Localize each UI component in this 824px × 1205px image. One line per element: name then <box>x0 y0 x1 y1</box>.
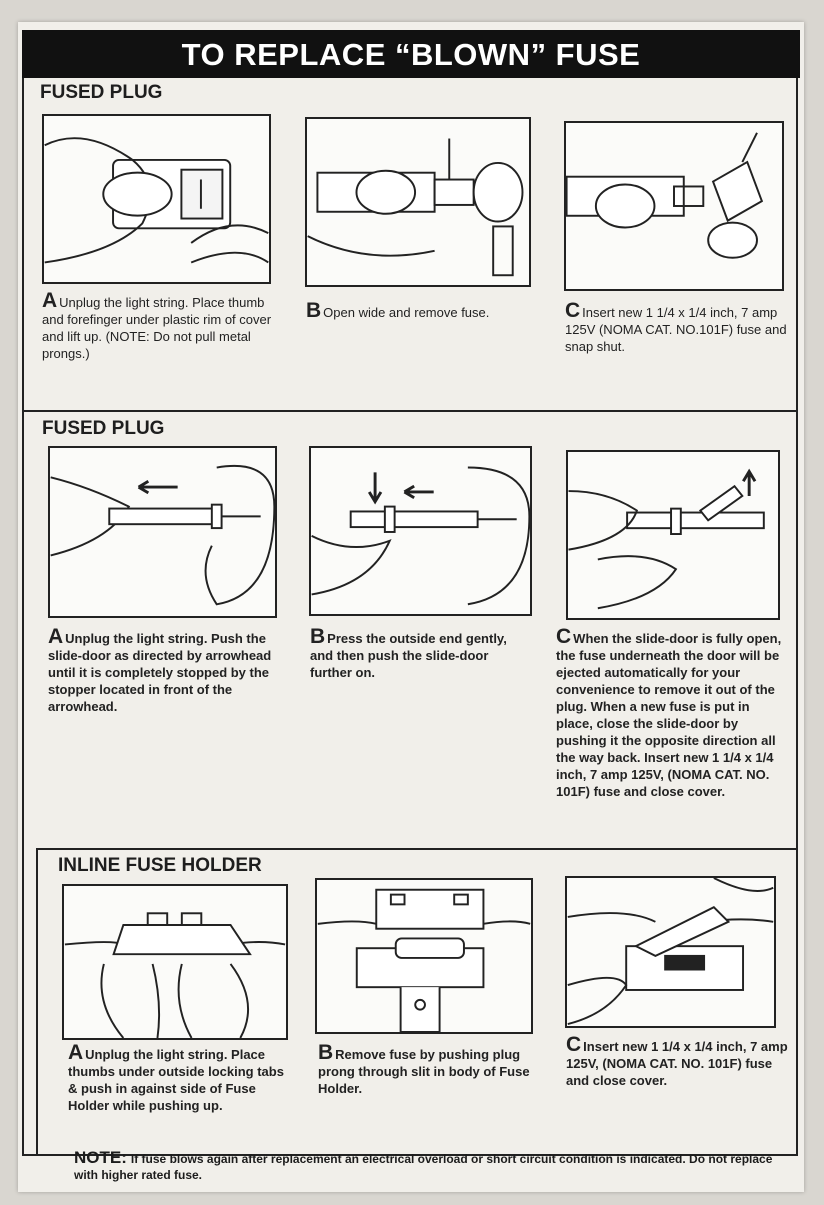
illustration-inserting-new-fuse <box>564 121 784 291</box>
step-letter: B <box>306 299 322 322</box>
illustration-prong-through-slit <box>315 878 533 1034</box>
step-text: Press the outside end gently, and then push the slide-door further on. <box>310 631 507 680</box>
step-caption-1a <box>42 289 282 362</box>
section-heading-fused-plug-1: FUSED PLUG <box>40 82 163 103</box>
illustration-pressing-outside-end <box>309 446 532 616</box>
step-letter: A <box>42 289 58 312</box>
section-divider <box>22 410 798 412</box>
step-text: Insert new 1 1/4 x 1/4 inch, 7 amp 125V (NOMA CAT. NO.101F) fuse and snap shut. <box>565 305 787 354</box>
step-caption-1c <box>565 299 790 355</box>
illustration-removing-fuse-from-plug <box>305 117 531 287</box>
section-heading-inline-fuse-holder: INLINE FUSE HOLDER <box>58 855 262 876</box>
step-text: Unplug the light string. Push the slide-door as directed by arrowhead until it is completely stopped by the stopper located in front of the arrowhead. <box>48 631 272 714</box>
illustration-thumbs-on-fuse-holder <box>62 884 288 1040</box>
step-caption-1b <box>306 299 521 322</box>
section-heading-fused-plug-2: FUSED PLUG <box>42 418 165 439</box>
step-text: When the slide-door is fully open, the fuse underneath the door will be ejected automatically for your convenience to remove it out of the plug. When a new fuse is put in place, close the slide-door by pushing it the opposite direction all the way back. Insert new 1 1/4 x 1/4 inch, 7 amp 125V, (NOMA CAT. NO. 101F) fuse and close cover. <box>556 631 782 799</box>
note-text: If fuse blows again after replacement an electrical overload or short circuit condition is indicated. Do not replace with higher rated fuse. <box>74 1152 773 1182</box>
step-caption-3c <box>566 1033 788 1089</box>
note-label: NOTE: <box>74 1148 127 1167</box>
page-title: TO REPLACE “BLOWN” FUSE <box>22 30 800 78</box>
step-letter: C <box>566 1033 582 1056</box>
safety-note <box>74 1150 774 1183</box>
illustration-pushing-slide-door <box>48 446 277 618</box>
step-text: Remove fuse by pushing plug prong through slit in body of Fuse Holder. <box>318 1047 530 1096</box>
step-text: Open wide and remove fuse. <box>323 305 490 320</box>
step-letter: B <box>310 625 326 648</box>
step-caption-2b <box>310 625 525 681</box>
step-text: Insert new 1 1/4 x 1/4 inch, 7 amp 125V, (NOMA CAT. NO. 101F) fuse and close cover. <box>566 1039 788 1088</box>
step-text: Unplug the light string. Place thumb and forefinger under plastic rim of cover and lift up. (NOTE: Do not pull metal prongs.) <box>42 295 272 361</box>
step-letter: C <box>565 299 581 322</box>
step-letter: A <box>48 625 64 648</box>
step-letter: C <box>556 625 572 648</box>
illustration-fuse-ejecting <box>566 450 780 620</box>
step-caption-2a <box>48 625 293 715</box>
illustration-closing-fuse-holder <box>565 876 776 1028</box>
step-caption-3a <box>68 1041 296 1114</box>
step-letter: B <box>318 1041 334 1064</box>
step-caption-2c <box>556 625 784 800</box>
illustration-thumb-lifting-plug-cover <box>42 114 271 284</box>
step-caption-3b <box>318 1041 533 1097</box>
step-letter: A <box>68 1041 84 1064</box>
step-text: Unplug the light string. Place thumbs under outside locking tabs & push in against side of Fuse Holder while pushing up. <box>68 1047 284 1113</box>
